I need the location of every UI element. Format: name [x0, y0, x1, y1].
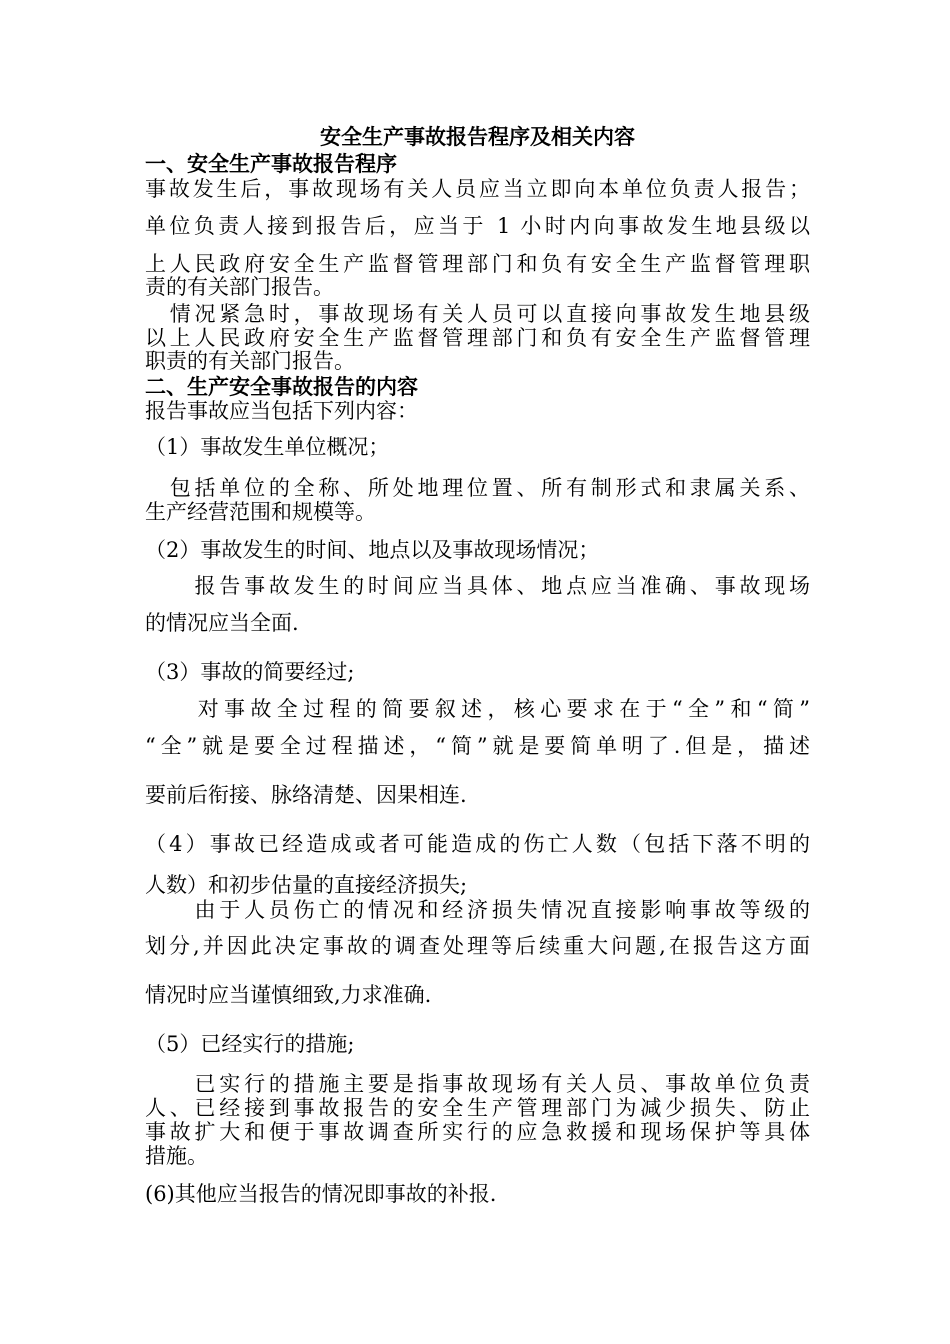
section-1-heading: 一、安全生产事故报告程序 [145, 151, 397, 176]
item-1-body-line: 生产经营范围和规模等。 [145, 500, 376, 524]
item-3-body-line: 对事故全过程的简要叙述，核心要求在于“全”和“简” [145, 697, 810, 721]
item-1-heading: （1）事故发生单位概况； [145, 435, 390, 459]
section-1-paragraph-1-line: 单位负责人接到报告后，应当于 1 小时内向事故发生地县级以 [145, 214, 810, 238]
document-title: 安全生产事故报告程序及相关内容 [320, 124, 635, 149]
item-3-body-line: “全”就是要全过程描述，“简”就是要简单明了.但是，描述 [145, 734, 810, 758]
item-2-heading: （2）事故发生的时间、地点以及事故现场情况； [145, 538, 600, 562]
item-5-body-line: 措施。 [145, 1144, 208, 1168]
item-3-body-line: 要前后衔接、脉络清楚、因果相连. [145, 783, 467, 807]
item-2-body-line: 的情况应当全面. [145, 611, 299, 635]
item-2-body-line: 报告事故发生的时间应当具体、地点应当准确、事故现场 [145, 574, 810, 598]
item-5-body-line: 事故扩大和便于事故调查所实行的应急救援和现场保护等具体 [145, 1120, 810, 1144]
section-1-paragraph-2-line: 职责的有关部门报告。 [145, 349, 355, 373]
section-1-paragraph-2-line: 情况紧急时，事故现场有关人员可以直接向事故发生地县级 [145, 302, 810, 326]
item-5-heading: （5）已经实行的措施; [145, 1032, 355, 1056]
section-2-heading: 二、生产安全事故报告的内容 [145, 374, 418, 399]
item-4-heading-line: 人数）和初步估量的直接经济损失; [145, 873, 468, 897]
section-1-paragraph-1-line: 事故发生后，事故现场有关人员应当立即向本单位负责人报告； [145, 177, 810, 201]
item-5-body-line: 已实行的措施主要是指事故现场有关人员、事故单位负责 [145, 1072, 810, 1096]
item-4-body-line: 由于人员伤亡的情况和经济损失情况直接影响事故等级的 [145, 898, 810, 922]
section-1-paragraph-1-line: 上人民政府安全生产监督管理部门和负有安全生产监督管理职 [145, 252, 810, 276]
item-4-body-line: 情况时应当谨慎细致,力求准确. [145, 983, 432, 1007]
item-4-body-line: 划分,并因此决定事故的调查处理等后续重大问题,在报告这方面 [145, 934, 810, 958]
section-1-paragraph-2-line: 以上人民政府安全生产监督管理部门和负有安全生产监督管理 [145, 326, 810, 350]
section-2-intro: 报告事故应当包括下列内容： [145, 399, 418, 423]
item-4-heading-line: （4）事故已经造成或者可能造成的伤亡人数（包括下落不明的 [145, 832, 810, 856]
item-6-heading: (6)其他应当报告的情况即事故的补报. [145, 1182, 497, 1206]
item-1-body-line: 包括单位的全称、所处地理位置、所有制形式和隶属关系、 [145, 476, 810, 500]
item-3-heading: （3）事故的简要经过; [145, 660, 355, 684]
item-5-body-line: 人、已经接到事故报告的安全生产管理部门为减少损失、防止 [145, 1096, 810, 1120]
section-1-paragraph-1-line: 责的有关部门报告。 [145, 275, 334, 299]
